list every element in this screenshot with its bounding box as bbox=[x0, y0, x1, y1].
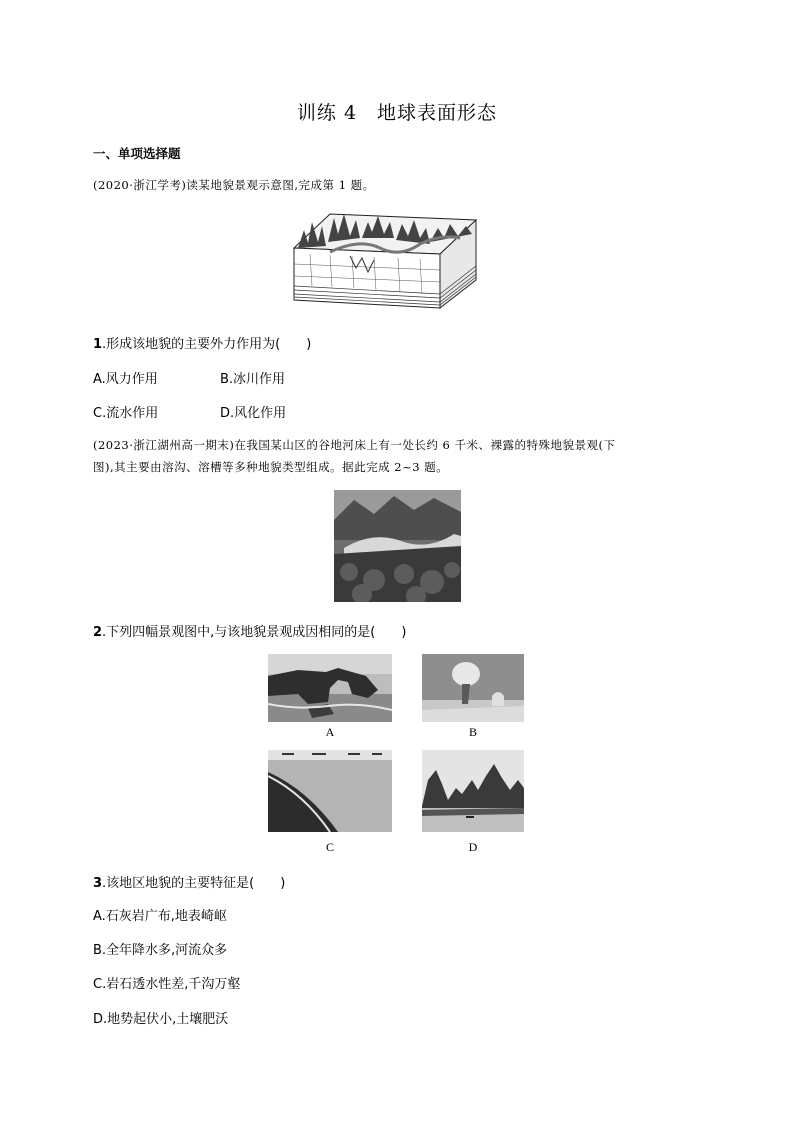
question-1 bbox=[93, 333, 311, 352]
karst-riverbed-photo bbox=[334, 490, 461, 602]
section-heading: 一、单项选择题 bbox=[93, 146, 181, 161]
question-1-number: 1 bbox=[93, 337, 103, 352]
caption-b: B bbox=[468, 725, 477, 739]
question-1-text: .形成该地貌的主要外力作用为( ) bbox=[102, 337, 312, 352]
q3-option-a[interactable]: A.石灰岩广布,地表崎岖 bbox=[93, 909, 227, 924]
q1-option-a[interactable]: A.风力作用 bbox=[93, 372, 158, 387]
intro-q1: (2020·浙江学考)读某地貌景观示意图,完成第 1 题。 bbox=[93, 178, 375, 192]
question-3-number: 3 bbox=[93, 876, 103, 891]
caption-a: A bbox=[325, 725, 335, 739]
q1-option-c[interactable]: C.流水作用 bbox=[93, 406, 159, 421]
page-title: 训练 4 地球表面形态 bbox=[296, 102, 498, 124]
photo-d-karst-peaks bbox=[422, 750, 524, 832]
question-2-text: .下列四幅景观图中,与该地貌景观成因相同的是( ) bbox=[102, 625, 407, 640]
photo-c-alluvial-fan bbox=[268, 750, 392, 832]
photo-b-mushroom-rock bbox=[422, 654, 524, 722]
intro-q2-line1: (2023·浙江湖州高一期末)在我国某山区的谷地河床上有一处长约 6 千米、裸露的特殊地貌景观(下 bbox=[93, 438, 616, 452]
q1-option-d[interactable]: D.风化作用 bbox=[220, 406, 287, 421]
q3-option-b[interactable]: B.全年降水多,河流众多 bbox=[93, 943, 228, 958]
q3-option-d[interactable]: D.地势起伏小,土壤肥沃 bbox=[93, 1012, 229, 1027]
question-3-text: .该地区地貌的主要特征是( ) bbox=[102, 876, 286, 891]
question-2-number: 2 bbox=[93, 625, 103, 640]
photo-a-sea-arch bbox=[268, 654, 392, 722]
q1-option-b[interactable]: B.冰川作用 bbox=[220, 372, 286, 387]
caption-c: C bbox=[325, 840, 334, 854]
landform-block-diagram bbox=[290, 208, 478, 318]
intro-q2-line2: 图),其主要由溶沟、溶槽等多种地貌类型组成。据此完成 2~3 题。 bbox=[93, 460, 449, 474]
caption-d: D bbox=[468, 840, 478, 854]
question-3 bbox=[93, 872, 285, 891]
question-2 bbox=[93, 621, 406, 640]
q3-option-c[interactable]: C.岩石透水性差,千沟万壑 bbox=[93, 977, 241, 992]
